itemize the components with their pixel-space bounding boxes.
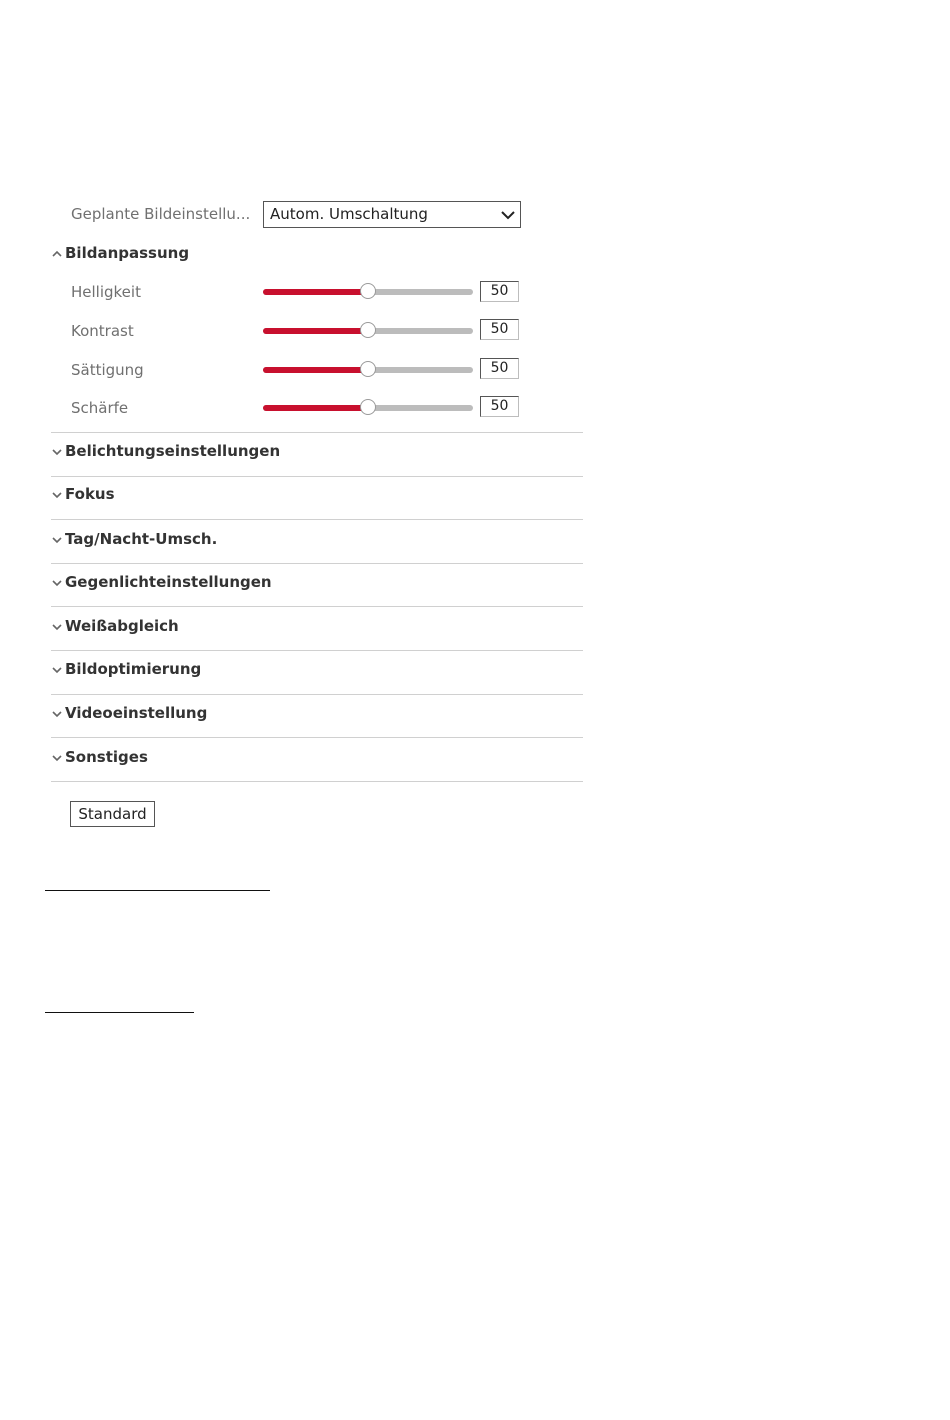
kontrast-label: Kontrast xyxy=(71,322,134,340)
helligkeit-slider-fill xyxy=(263,289,368,295)
section-sonstiges[interactable] xyxy=(51,746,583,768)
section-weissabgleich[interactable] xyxy=(51,615,583,637)
schaerfe-label: Schärfe xyxy=(71,399,129,417)
horizontal-rule xyxy=(45,1012,194,1013)
section-fokus[interactable] xyxy=(51,483,583,505)
chevron-up-icon xyxy=(51,248,63,260)
chevron-down-icon xyxy=(500,207,516,221)
section-videoeinstellung-label: Videoeinstellung xyxy=(65,704,208,722)
section-belichtung-label: Belichtungseinstellungen xyxy=(65,442,281,460)
divider xyxy=(51,781,583,782)
section-tagnacht-label: Tag/Nacht-Umsch. xyxy=(65,530,218,548)
chevron-down-icon xyxy=(51,489,63,501)
divider xyxy=(51,476,583,477)
horizontal-rule xyxy=(45,890,270,891)
helligkeit-slider[interactable] xyxy=(263,289,473,295)
section-bildanpassung[interactable] xyxy=(51,242,583,264)
saettigung-label: Sättigung xyxy=(71,361,144,379)
chevron-down-icon xyxy=(51,752,63,764)
kontrast-slider[interactable] xyxy=(263,328,473,334)
saettigung-value-input[interactable]: 50 xyxy=(480,358,519,379)
schaerfe-slider[interactable] xyxy=(263,405,473,411)
section-tagnacht[interactable] xyxy=(51,528,583,550)
section-belichtung[interactable] xyxy=(51,440,583,462)
kontrast-slider-handle[interactable] xyxy=(360,322,376,338)
scheduled-settings-select[interactable] xyxy=(263,201,521,228)
standard-button[interactable]: Standard xyxy=(70,801,155,827)
chevron-down-icon xyxy=(51,534,63,546)
section-sonstiges-label: Sonstiges xyxy=(65,748,148,766)
saettigung-slider[interactable] xyxy=(263,367,473,373)
section-weissabgleich-label: Weißabgleich xyxy=(65,617,179,635)
divider xyxy=(51,694,583,695)
section-bildanpassung-label: Bildanpassung xyxy=(65,244,190,262)
helligkeit-label: Helligkeit xyxy=(71,283,141,301)
kontrast-value-input[interactable]: 50 xyxy=(480,319,519,340)
divider xyxy=(51,563,583,564)
saettigung-slider-fill xyxy=(263,367,368,373)
divider xyxy=(51,737,583,738)
chevron-down-icon xyxy=(51,621,63,633)
section-gegenlicht-label: Gegenlichteinstellungen xyxy=(65,573,272,591)
kontrast-slider-fill xyxy=(263,328,368,334)
schaerfe-slider-fill xyxy=(263,405,368,411)
chevron-down-icon xyxy=(51,446,63,458)
section-videoeinstellung[interactable] xyxy=(51,702,583,724)
scheduled-settings-value: Autom. Umschaltung xyxy=(270,205,428,223)
divider xyxy=(51,606,583,607)
divider xyxy=(51,519,583,520)
saettigung-slider-handle[interactable] xyxy=(360,361,376,377)
section-gegenlicht[interactable] xyxy=(51,571,583,593)
chevron-down-icon xyxy=(51,708,63,720)
helligkeit-slider-handle[interactable] xyxy=(360,283,376,299)
scheduled-settings-label: Geplante Bildeinstellu... xyxy=(71,205,251,223)
section-fokus-label: Fokus xyxy=(65,485,115,503)
schaerfe-slider-handle[interactable] xyxy=(360,399,376,415)
chevron-down-icon xyxy=(51,577,63,589)
section-bildoptimierung-label: Bildoptimierung xyxy=(65,660,202,678)
divider xyxy=(51,650,583,651)
chevron-down-icon xyxy=(51,664,63,676)
schaerfe-value-input[interactable]: 50 xyxy=(480,396,519,417)
helligkeit-value-input[interactable]: 50 xyxy=(480,281,519,302)
divider xyxy=(51,432,583,433)
section-bildoptimierung[interactable] xyxy=(51,658,583,680)
